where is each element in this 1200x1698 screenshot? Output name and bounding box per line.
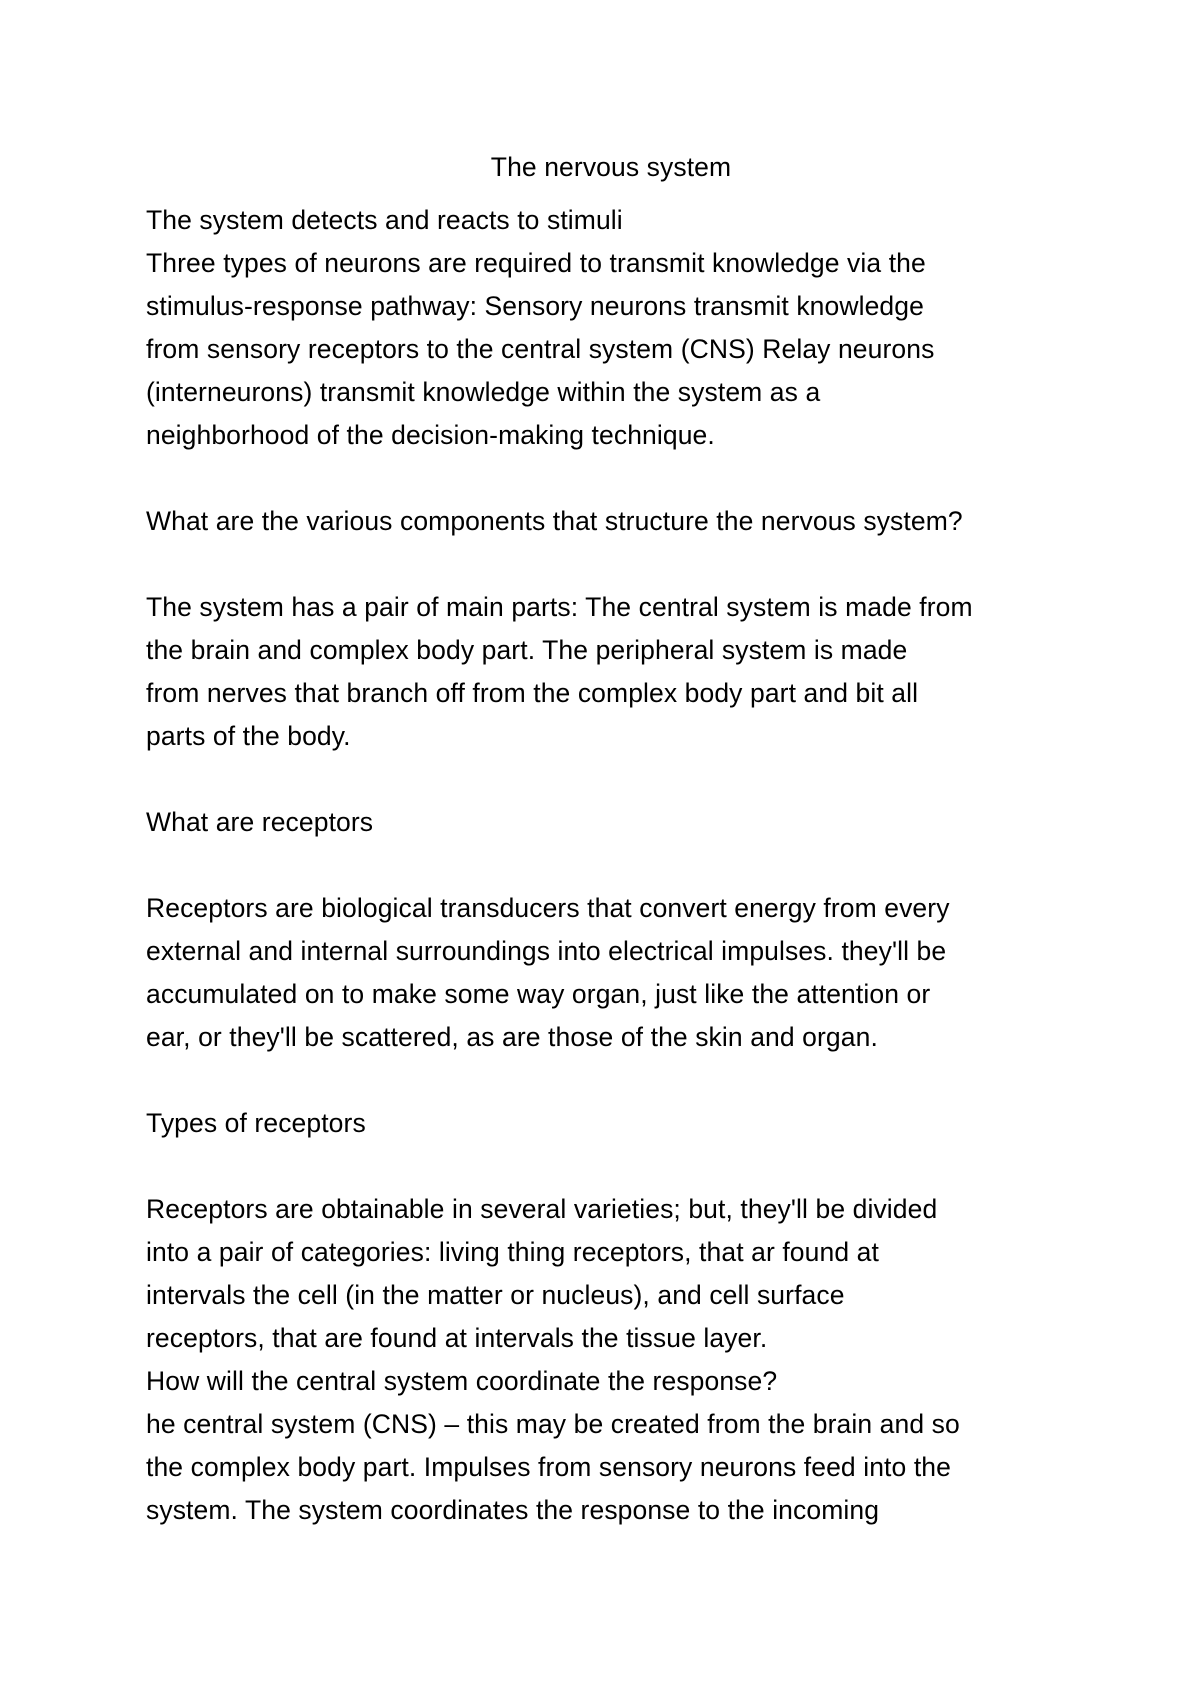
blank-line xyxy=(146,1059,1076,1102)
text-line: from nerves that branch off from the complex body part and bit all xyxy=(146,678,919,708)
text-line: stimulus-response pathway: Sensory neurons transmit knowledge xyxy=(146,291,924,321)
section-question: What are the various components that structure the nervous system? xyxy=(146,506,963,536)
text-line: (interneurons) transmit knowledge within the system as a xyxy=(146,377,821,407)
blank-line xyxy=(146,457,1076,500)
text-line: the brain and complex body part. The peripheral system is made xyxy=(146,635,908,665)
text-line: Receptors are biological transducers that convert energy from every xyxy=(146,893,950,923)
text-line: neighborhood of the decision-making technique. xyxy=(146,420,715,450)
text-line: receptors, that are found at intervals the tissue layer. xyxy=(146,1323,768,1353)
blank-line xyxy=(146,1145,1076,1188)
text-line: intervals the cell (in the matter or nucleus), and cell surface xyxy=(146,1280,845,1310)
title-spacer xyxy=(146,189,1076,199)
text-line: he central system (CNS) – this may be created from the brain and so xyxy=(146,1409,960,1439)
section-heading: Types of receptors xyxy=(146,1108,366,1138)
blank-line xyxy=(146,543,1076,586)
text-line: The system detects and reacts to stimuli xyxy=(146,205,623,235)
text-line: external and internal surroundings into electrical impulses. they'll be xyxy=(146,936,947,966)
text-line: system. The system coordinates the response to the incoming xyxy=(146,1495,880,1525)
text-line: from sensory receptors to the central system (CNS) Relay neurons xyxy=(146,334,935,364)
text-line: the complex body part. Impulses from sensory neurons feed into the xyxy=(146,1452,951,1482)
text-line: accumulated on to make some way organ, just like the attention or xyxy=(146,979,931,1009)
blank-line xyxy=(146,758,1076,801)
page-title: The nervous system xyxy=(490,152,732,182)
text-line: Receptors are obtainable in several varieties; but, they'll be divided xyxy=(146,1194,938,1224)
blank-line xyxy=(146,844,1076,887)
section-heading: What are receptors xyxy=(146,807,374,837)
text-line: Three types of neurons are required to transmit knowledge via the xyxy=(146,248,926,278)
paragraph-lines xyxy=(146,199,1076,1532)
section-question: How will the central system coordinate the response? xyxy=(146,1366,778,1396)
text-line: ear, or they'll be scattered, as are those of the skin and organ. xyxy=(146,1022,878,1052)
text-line: The system has a pair of main parts: The central system is made from xyxy=(146,592,973,622)
text-line: parts of the body. xyxy=(146,721,351,751)
document-body xyxy=(146,146,1076,1532)
text-line: into a pair of categories: living thing receptors, that ar found at xyxy=(146,1237,879,1267)
